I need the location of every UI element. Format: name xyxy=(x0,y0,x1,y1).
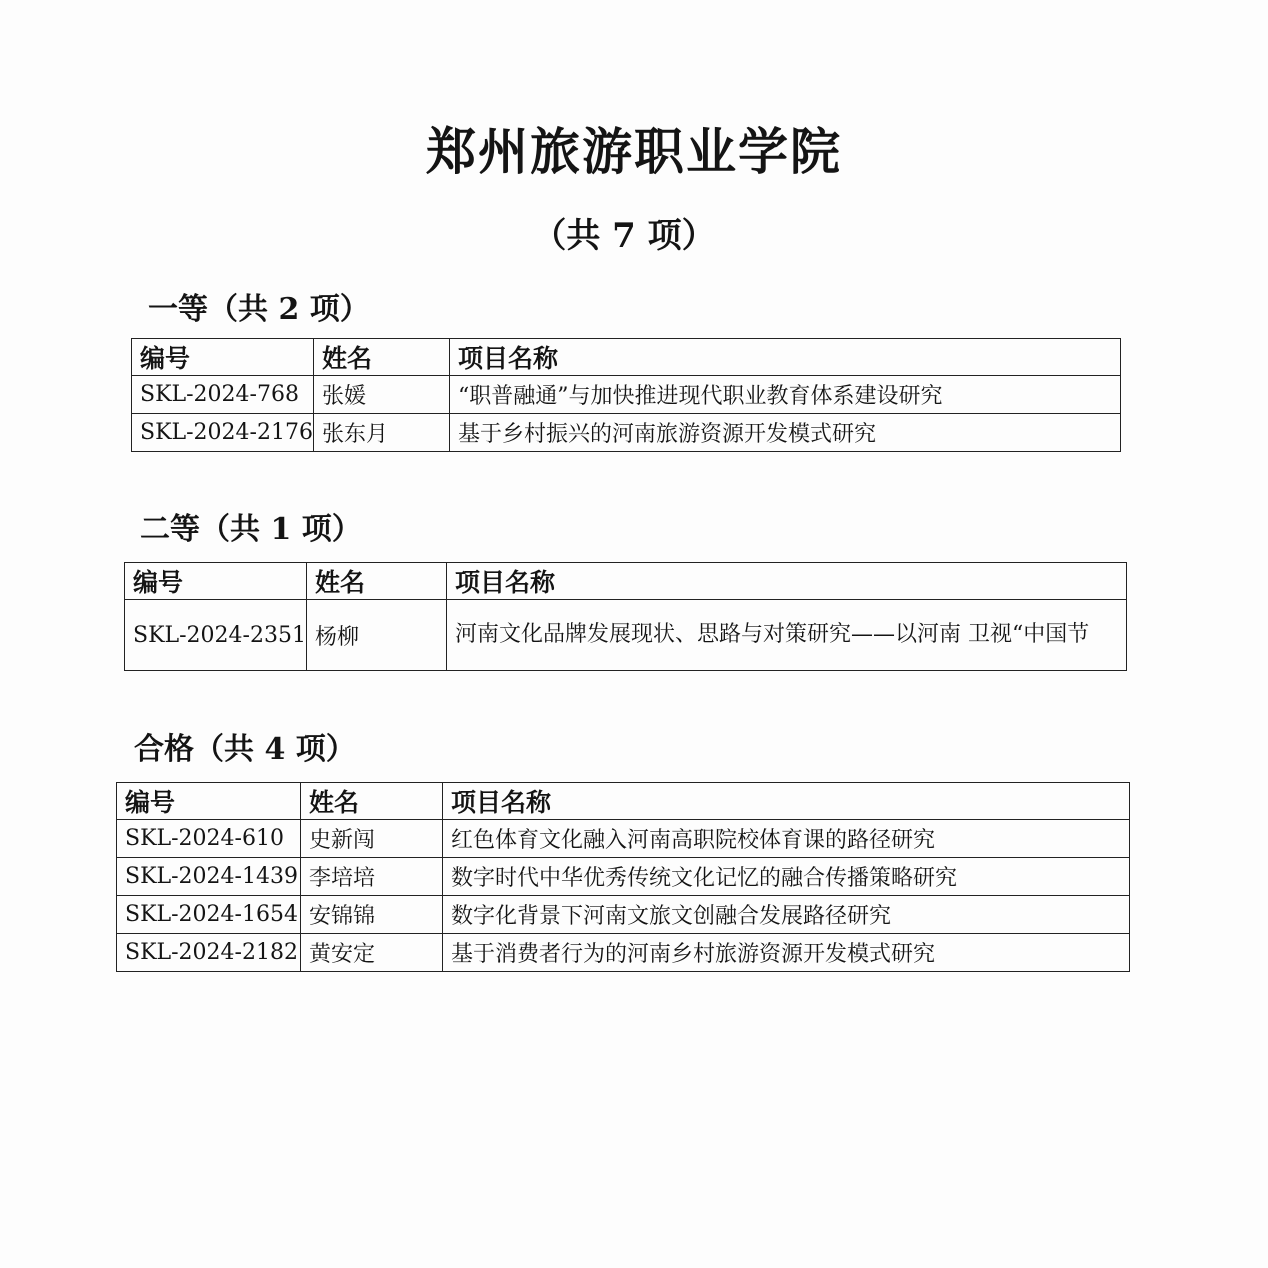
section-heading-qualified: 合格（共 4 项） xyxy=(134,732,356,767)
table-row xyxy=(132,414,1121,452)
header-name: 姓名 xyxy=(307,563,447,600)
name-cell: 史新闯 xyxy=(301,820,443,858)
header-code: 编号 xyxy=(132,339,314,376)
header-project: 项目名称 xyxy=(450,339,1121,376)
qualified-table xyxy=(116,782,1130,972)
name-cell: 杨柳 xyxy=(307,600,447,671)
header-project: 项目名称 xyxy=(443,783,1130,820)
name-cell: 张东月 xyxy=(314,414,450,452)
header-project: 项目名称 xyxy=(447,563,1127,600)
table-row xyxy=(132,376,1121,414)
table-header-row xyxy=(125,563,1127,600)
first-prize-table xyxy=(131,338,1121,452)
table-row xyxy=(117,858,1130,896)
project-cell: 河南文化品牌发展现状、思路与对策研究——以河南 卫视“中国节 xyxy=(447,600,1127,671)
code-cell: SKL-2024-2182 xyxy=(117,934,301,972)
header-name: 姓名 xyxy=(301,783,443,820)
table-row xyxy=(117,820,1130,858)
header-code: 编号 xyxy=(117,783,301,820)
project-cell: 红色体育文化融入河南高职院校体育课的路径研究 xyxy=(443,820,1130,858)
name-cell: 安锦锦 xyxy=(301,896,443,934)
second-prize-table xyxy=(124,562,1127,671)
code-cell: SKL-2024-1654 xyxy=(117,896,301,934)
code-cell: SKL-2024-1439 xyxy=(117,858,301,896)
project-cell: 基于消费者行为的河南乡村旅游资源开发模式研究 xyxy=(443,934,1130,972)
project-cell: 数字时代中华优秀传统文化记忆的融合传播策略研究 xyxy=(443,858,1130,896)
page-subtitle: （共 7 项） xyxy=(532,216,716,256)
table-row xyxy=(117,896,1130,934)
code-cell: SKL-2024-2176 xyxy=(132,414,314,452)
section-heading-first-prize: 一等（共 2 项） xyxy=(148,292,370,327)
table-row xyxy=(117,934,1130,972)
header-code: 编号 xyxy=(125,563,307,600)
table-header-row xyxy=(117,783,1130,820)
name-cell: 黄安定 xyxy=(301,934,443,972)
project-cell: 数字化背景下河南文旅文创融合发展路径研究 xyxy=(443,896,1130,934)
code-cell: SKL-2024-768 xyxy=(132,376,314,414)
section-heading-second-prize: 二等（共 1 项） xyxy=(140,512,362,547)
project-cell: “职普融通”与加快推进现代职业教育体系建设研究 xyxy=(450,376,1121,414)
code-cell: SKL-2024-2351 xyxy=(125,600,307,671)
page-title: 郑州旅游职业学院 xyxy=(426,123,842,181)
name-cell: 张媛 xyxy=(314,376,450,414)
code-cell: SKL-2024-610 xyxy=(117,820,301,858)
project-cell: 基于乡村振兴的河南旅游资源开发模式研究 xyxy=(450,414,1121,452)
header-name: 姓名 xyxy=(314,339,450,376)
table-row xyxy=(125,600,1127,671)
table-header-row xyxy=(132,339,1121,376)
name-cell: 李培培 xyxy=(301,858,443,896)
